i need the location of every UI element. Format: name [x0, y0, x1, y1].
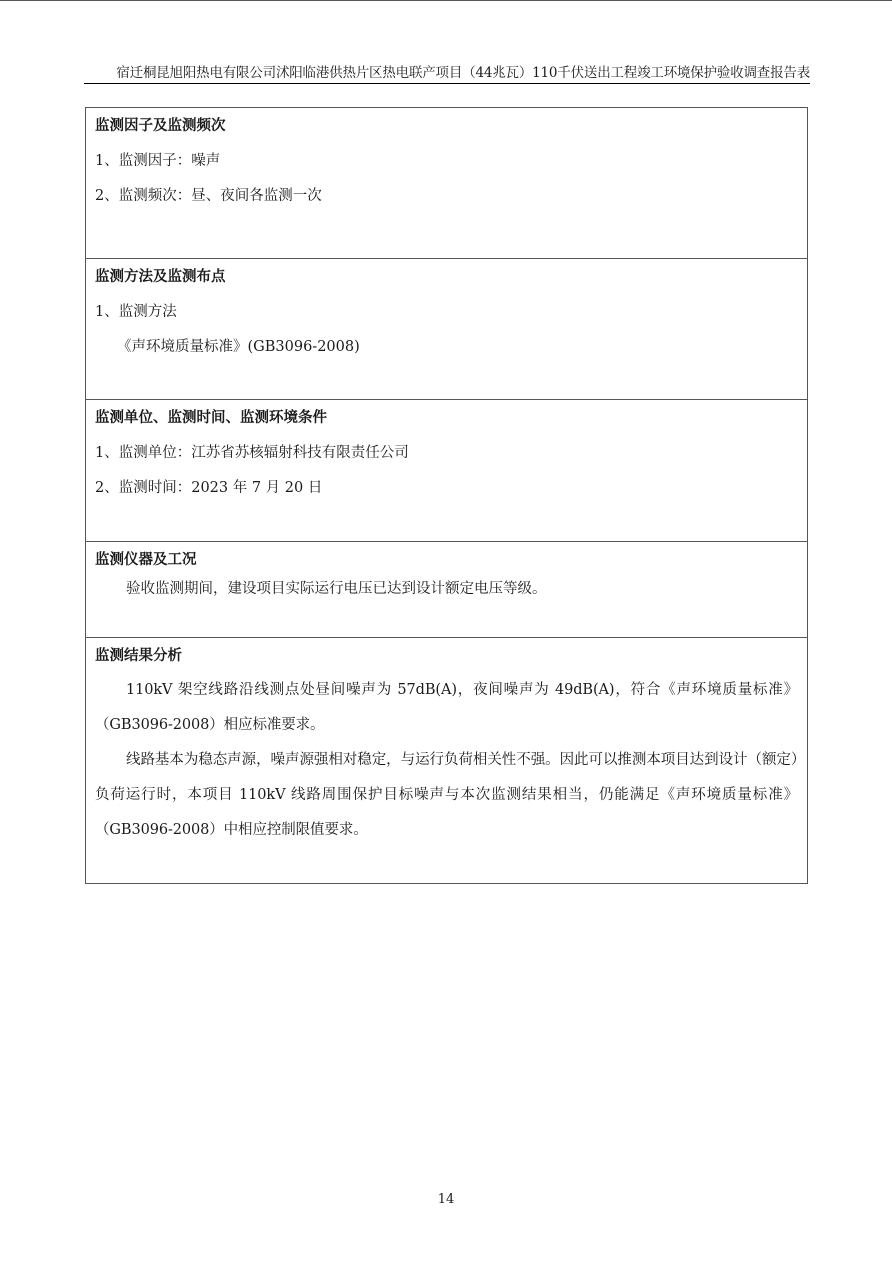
method-item: 1、监测方法 [95, 304, 177, 320]
method-standard: 《声环境质量标准》(GB3096-2008) [117, 339, 360, 355]
results-paragraph-2: 线路基本为稳态声源，噪声源强相对稳定，与运行负荷相关性不强。因此可以推测本项目达到设计（额定）负荷运行时，本项目 110kV 线路周围保护目标噪声与本次监测结果相当，仍能满足《声环境质量标准》（GB3096-2008）中相应控制限值要求。 [95, 752, 798, 838]
section-monitoring-method [86, 258, 807, 399]
page-number: 14 [437, 1192, 455, 1207]
page-top-edge [0, 0, 892, 1]
section-title-method: 监测方法及监测布点 [95, 268, 226, 285]
section-title-results: 监测结果分析 [95, 647, 182, 664]
frequency-item: 2、监测频次：昼、夜间各监测一次 [95, 188, 322, 204]
factor-item: 1、监测因子：噪声 [95, 153, 221, 169]
report-table [85, 107, 808, 884]
unit-item: 1、监测单位：江苏省苏核辐射科技有限责任公司 [95, 445, 409, 461]
time-item: 2、监测时间：2023 年 7 月 20 日 [95, 480, 323, 496]
results-paragraph-1: 110kV 架空线路沿线测点处昼间噪声为 57dB(A)，夜间噪声为 49dB(A)，符合《声环境质量标准》（GB3096-2008）相应标准要求。 [95, 682, 798, 733]
section-monitoring-results [86, 637, 807, 883]
section-title-instrument: 监测仪器及工况 [95, 551, 197, 568]
section-title-factors: 监测因子及监测频次 [95, 117, 226, 134]
page-header: 宿迁桐昆旭阳热电有限公司沭阳临港供热片区热电联产项目（44兆瓦）110千伏送出工程竣工环境保护验收调查报告表 [116, 65, 810, 81]
header-rule [84, 83, 810, 84]
section-monitoring-instrument [86, 541, 807, 637]
section-monitoring-factors [86, 108, 807, 258]
section-monitoring-unit [86, 399, 807, 541]
section-title-unit: 监测单位、监测时间、监测环境条件 [95, 409, 327, 426]
instrument-text: 验收监测期间，建设项目实际运行电压已达到设计额定电压等级。 [126, 581, 547, 597]
